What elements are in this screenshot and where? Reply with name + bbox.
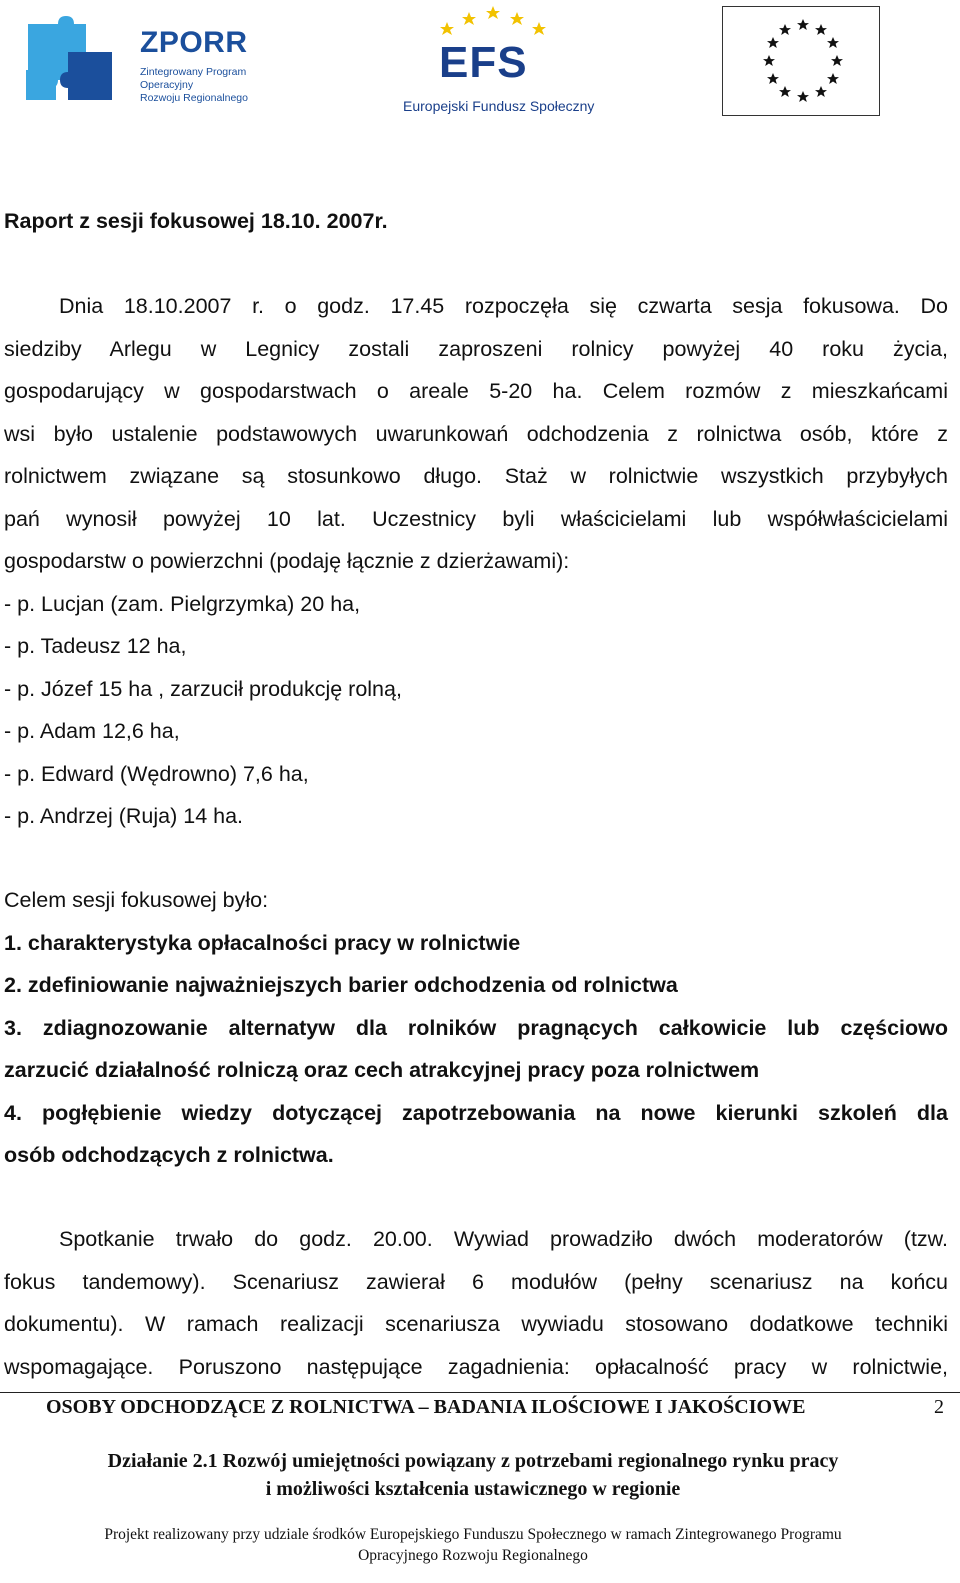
paragraph-line: fokus tandemowy). Scenariusz zawierał 6 modułów (pełny scenariusz na końcu [4,1269,948,1294]
goals-heading: Celem sesji fokusowej było: [4,888,269,912]
zporr-subtitle [140,66,270,105]
zporr-subtitle-line: Rozwoju Regionalnego [140,92,248,104]
goal-item: osób odchodzących z rolnictwa. [4,1143,334,1167]
paragraph-line: rolnictwem związane są stosunkowo długo. Staż w rolnictwie wszystkich przybyłych [4,464,948,488]
paragraph-line: wspomagające. Poruszono następujące zagadnienia: opłacalność pracy w rolnictwie, [4,1354,948,1379]
efs-wordmark: EFS [439,38,528,87]
footer-action-line: Działanie 2.1 Rozwój umiejętności powiązany z potrzebami regionalnego rynku pracy [107,1450,839,1472]
paragraph-line: pań wynosił powyżej 10 lat. Uczestnicy byli właścicielami lub współwłaścicielami [4,506,948,531]
footer-project-line: Opracyjnego Rozwoju Regionalnego [358,1547,588,1564]
participant-item: - p. Lucjan (zam. Pielgrzymka) 20 ha, [4,591,361,616]
participant-item: - p. Andrzej (Ruja) 14 ha. [4,804,244,828]
paragraph-line: gospodarujący w gospodarstwach o areale 5-20 ha. Celem rozmów z mieszkańcami [4,379,948,403]
zporr-subtitle-line: Zintegrowany Program [140,66,247,78]
goal-item: 3. zdiagnozowanie alternatyw dla rolników pragnących całkowicie lub częściowo [4,1015,948,1040]
footer-divider [0,1392,960,1393]
eu-stars-icon [723,7,879,115]
participant-item: - p. Edward (Wędrowno) 7,6 ha, [4,761,309,786]
goal-item: 1. charakterystyka opłacalności pracy w rolnictwie [4,930,521,955]
paragraph-line: siedziby Arlegu w Legnicy zostali zaproszeni rolnicy powyżej 40 roku życia, [4,336,948,361]
footer-project-line: Projekt realizowany przy udziale środków Europejskiego Funduszu Społecznego w ramach Zintegrowanego Programu [104,1526,842,1543]
participant-item: - p. Adam 12,6 ha, [4,719,180,743]
zporr-logo [24,12,264,112]
goal-item: 4. pogłębienie wiedzy dotyczącej zapotrzebowania na nowe kierunki szkoleń dla [4,1100,948,1125]
zporr-subtitle-line: Operacyjny [140,79,194,91]
page-number: 2 [934,1396,944,1418]
efs-caption: Europejski Fundusz Społeczny [403,98,595,114]
puzzle-logo-icon [24,12,116,104]
header-logos [0,0,960,130]
paragraph-line: Dnia 18.10.2007 r. o godz. 17.45 rozpoczęła się czwarta sesja fokusowa. Do [59,294,948,318]
goal-item: 2. zdefiniowanie najważniejszych barier odchodzenia od rolnictwa [4,973,678,997]
paragraph-line: gospodarstw o powierzchni (podaję łącznie z dzierżawami): [4,549,570,573]
paragraph-line: Spotkanie trwało do godz. 20.00. Wywiad prowadziło dwóch moderatorów (tzw. [59,1227,948,1251]
footer-title: OSOBY ODCHODZĄCE Z ROLNICTWA – BADANIA ILOŚCIOWE I JAKOŚCIOWE [46,1396,806,1418]
zporr-title: ZPORR [140,26,248,59]
participant-item: - p. Józef 15 ha , zarzucił produkcję rolną, [4,676,402,701]
efs-logo [395,4,595,119]
goal-item: zarzucić działalność rolniczą oraz cech atrakcyjnej pracy poza rolnictwem [4,1058,760,1082]
document-title: Raport z sesji fokusowej 18.10. 2007r. [4,209,388,233]
paragraph-line: wsi było ustalenie podstawowych uwarunkowań odchodzenia z rolnictwa osób, które z [4,421,948,446]
eu-flag-logo [722,6,880,116]
participant-item: - p. Tadeusz 12 ha, [4,634,187,658]
footer-action-line: i możliwości kształcenia ustawicznego w regionie [265,1478,681,1500]
paragraph-line: dokumentu). W ramach realizacji scenariusza wywiadu stosowano dodatkowe techniki [4,1312,948,1336]
